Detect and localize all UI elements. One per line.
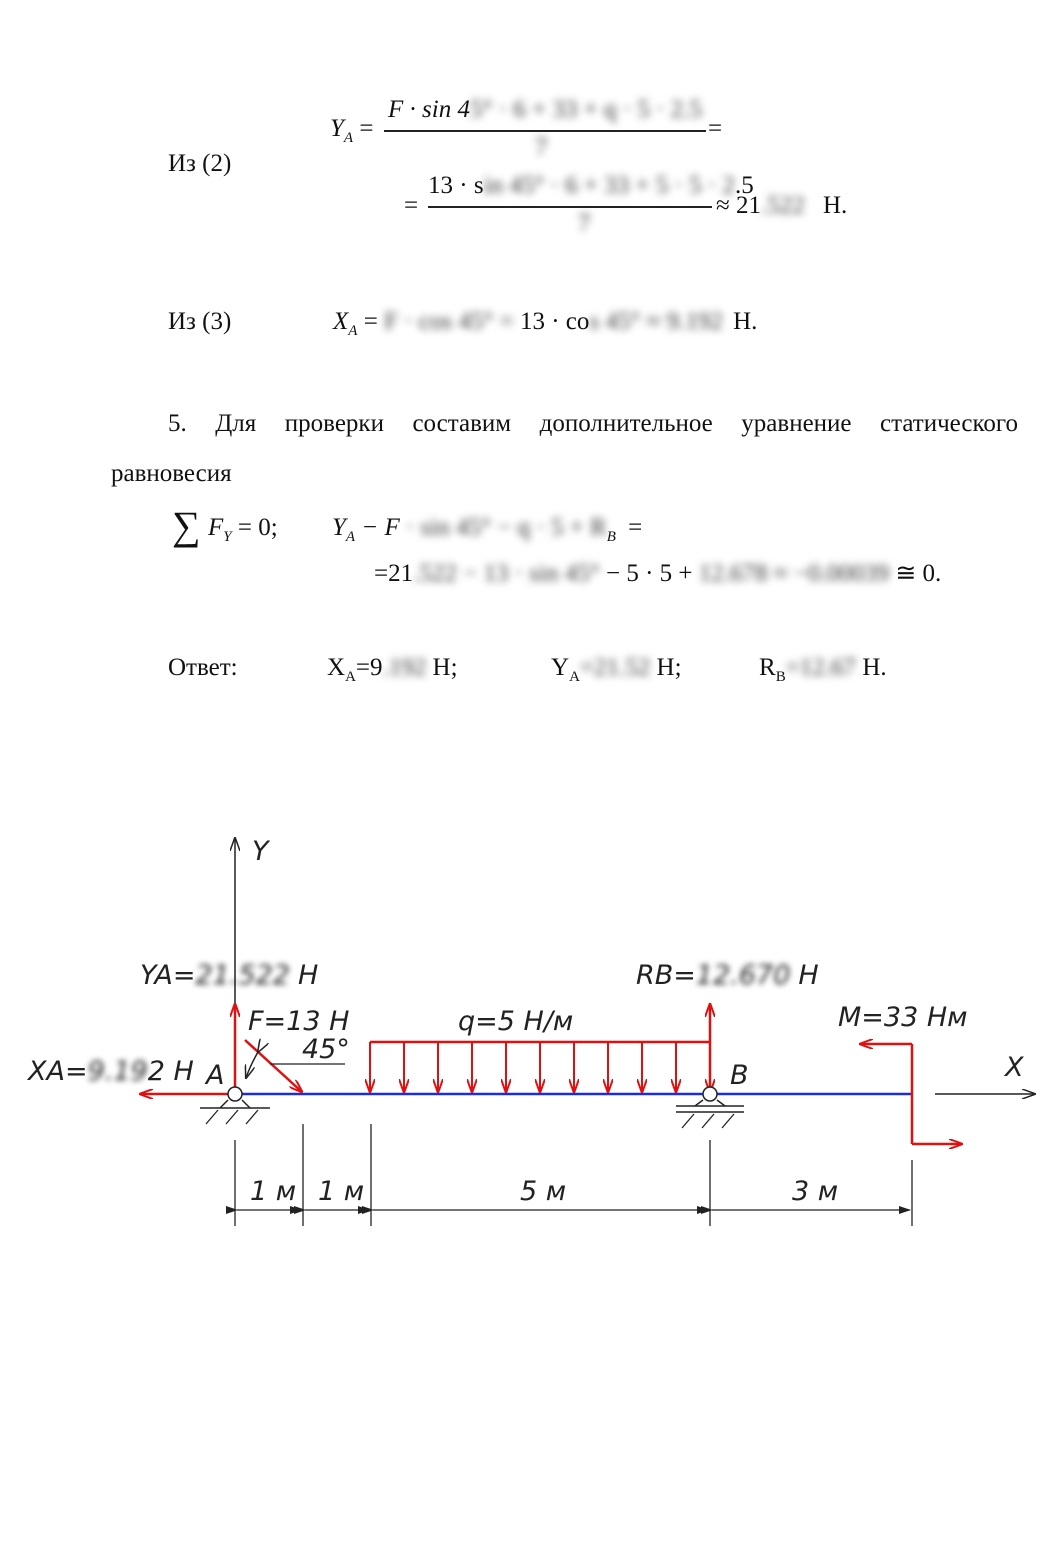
xa-label-hidden: 9.19 [87, 1056, 148, 1087]
check-line2-start: =21 [374, 560, 414, 587]
answer-ya-sub: A [569, 669, 580, 685]
eq2-num2-hidden: in 45° · 6 + 33 + 5 · 5 · 2 [483, 172, 735, 199]
sum-symbol: ∑ [172, 503, 201, 548]
answer-xa-eq: =9 [355, 654, 383, 681]
check-line2-hidden-b: 12.678 ≈ −0.00039 [698, 560, 890, 587]
answer-rb-hidden: =12.67 [785, 654, 857, 681]
sum-rest: = 0; [237, 514, 278, 541]
answer-ya [551, 654, 682, 685]
eq2-eq-sign-2: = [404, 192, 419, 219]
answer-xa-hidden: .192 [382, 654, 427, 681]
angle-label: 45° [302, 1034, 350, 1065]
check-expression-line1 [332, 514, 643, 545]
eq2-eq-sign: = [708, 115, 723, 142]
ya-label-prefix: YA= [140, 960, 196, 991]
eq3-label: Из (3) [168, 308, 232, 335]
answer-xa [327, 654, 458, 685]
check-expr-eq: = [628, 514, 643, 541]
angle-arc [246, 1052, 258, 1078]
answer-ya-hidden: =21.52 [579, 654, 651, 681]
load-arrows [370, 1042, 710, 1092]
eq2-num1-hidden: 5° · 6 + 33 + q · 5 · 2.5 [469, 96, 702, 123]
eq2-fraction-line-1 [384, 130, 706, 132]
eq3-lhs-sub: A [348, 323, 358, 339]
check-expr-a: Y [332, 514, 346, 541]
answer-xa-unit: Н; [432, 654, 458, 681]
xa-label-tail: 2 Н [147, 1056, 194, 1087]
eq2-fraction-line-2 [428, 206, 712, 208]
support-b-pin [703, 1087, 717, 1101]
eq2-lhs-var: Y [330, 115, 344, 142]
eq2-num2-visible-b: .5 [734, 172, 754, 199]
answer-rb-unit: Н. [862, 654, 887, 681]
eq2-numerator-1 [388, 96, 702, 124]
eq3-hidden-b: s 45° ≈ 9.192 [589, 308, 723, 335]
eq2-lhs-sub: A [343, 130, 354, 146]
dimensions [235, 1124, 912, 1226]
eq2-denominator-2: 7 [578, 210, 591, 237]
answer-xa-sub: A [345, 669, 356, 685]
eq3-hidden-a: F · cos 45° = [384, 308, 514, 335]
dim-label-1: 1 м [250, 1176, 297, 1207]
eq3-expression [333, 308, 758, 339]
dim-label-2: 1 м [318, 1176, 365, 1207]
check-line2-mid: − 5 · 5 + [605, 560, 693, 587]
check-line2-hidden-a: .522 − 13 · sin 45° [413, 560, 600, 587]
dim-label-3: 5 м [520, 1176, 567, 1207]
check-expression-line2 [374, 558, 941, 588]
check-expr-rb-sub: B [606, 529, 616, 545]
rb-label-prefix: RB= [636, 960, 696, 991]
rb-label-unit: Н [798, 960, 819, 991]
eq2-unit: Н. [822, 192, 848, 219]
q-label: q=5 Н/м [458, 1006, 574, 1037]
point-a-label: A [206, 1060, 225, 1091]
answer-rb-prefix: R [759, 654, 776, 681]
check-expr-b: − F [361, 514, 400, 541]
answer-ya-prefix: Y [551, 654, 570, 681]
eq2-result [716, 192, 847, 220]
eq2-numerator-2 [428, 172, 754, 200]
force-f-label: F=13 Н [248, 1006, 350, 1037]
eq3-visible: 13 · co [519, 308, 590, 335]
check-line2-end: ≅ 0. [895, 560, 942, 587]
xa-label-prefix: XA= [28, 1056, 88, 1087]
check-expr-a-sub: A [345, 529, 356, 545]
answer-xa-prefix: X [327, 654, 346, 681]
sum-sub: Y [223, 529, 232, 545]
sum-fy [208, 514, 278, 545]
ya-label [140, 960, 318, 991]
answer-rb-sub: B [775, 669, 786, 685]
sum-var: F [208, 514, 224, 541]
moment-label: M=33 Нм [838, 1002, 968, 1033]
point-b-label: B [730, 1060, 749, 1091]
x-axis-label: X [1005, 1052, 1024, 1083]
dim-label-4: 3 м [792, 1176, 839, 1207]
eq2-label: Из (2) [168, 150, 232, 177]
eq2-num1-visible: F · sin 4 [388, 96, 470, 123]
rb-label [636, 960, 819, 991]
eq3-eq-sign: = [363, 308, 378, 335]
check-paragraph-line2: равновесия [111, 460, 232, 487]
ya-label-hidden: 21.522 [195, 960, 290, 991]
y-axis-label: Y [252, 836, 269, 867]
beam-diagram [0, 800, 1057, 1260]
eq2-denominator-1: 7 [535, 134, 548, 161]
eq2-lhs: $Y_A$ = [330, 115, 374, 146]
eq2-approx-visible: ≈ 21 [716, 192, 761, 219]
rb-label-hidden: 12.670 [695, 960, 791, 991]
force-f-arrow [245, 1040, 302, 1092]
xa-label [26, 1056, 194, 1087]
distributed-load [370, 1042, 710, 1092]
check-paragraph-line1: 5. Для проверки составим дополнительное уравнение статического [168, 410, 1018, 437]
eq3-unit: Н. [733, 308, 758, 335]
check-expr-hidden: · sin 45° − q · 5 + R [405, 514, 607, 541]
answer-rb [759, 654, 887, 685]
eq2-approx-hidden: .522 [760, 192, 805, 219]
ya-label-unit: Н [297, 960, 319, 991]
answer-label: Ответ: [168, 654, 238, 681]
answer-ya-unit: Н; [656, 654, 682, 681]
eq3-lhs-var: X [333, 308, 349, 335]
eq2-num2-visible-a: 13 · s [428, 172, 484, 199]
support-a-pin [228, 1087, 242, 1101]
support-a [200, 1087, 270, 1124]
